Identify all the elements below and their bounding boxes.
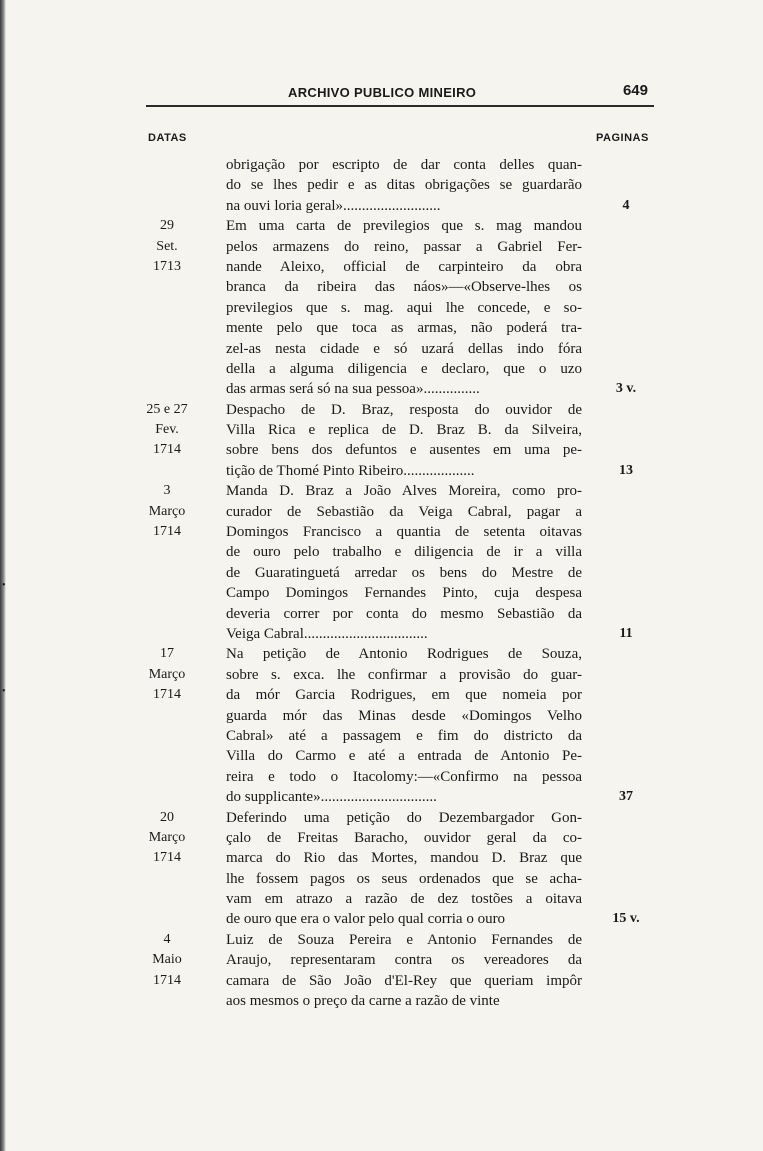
entry-text: della a alguma diligencia e declaro, que o uzo <box>226 360 582 377</box>
entry-text: tição de Thomé Pinto Ribeiro................... <box>226 462 475 479</box>
entry-line <box>0 502 763 522</box>
entry-line <box>0 583 763 603</box>
entry-line <box>0 685 763 705</box>
entry-text: Na petição de Antonio Rodrigues de Souza, <box>226 646 582 663</box>
entry-line <box>0 155 763 175</box>
entry-text: pelos armazens do reino, passar a Gabriel Fer- <box>226 238 582 255</box>
entry-line <box>0 869 763 889</box>
entry-text: Luiz de Souza Pereira e Antonio Fernandes de <box>226 931 582 948</box>
entry-line <box>0 542 763 562</box>
entry-page-ref: 13 <box>619 462 633 478</box>
entry-line <box>0 909 763 929</box>
entry-line <box>0 339 763 359</box>
entry-line <box>0 563 763 583</box>
entry-line <box>0 522 763 542</box>
entry-line <box>0 971 763 991</box>
entry-page-ref: 3 v. <box>615 381 637 397</box>
index-entries <box>0 155 763 1011</box>
entry-text: branca da ribeira das náos»—«Observe-lhes os <box>226 279 582 296</box>
entry-date: 1714 <box>153 524 181 540</box>
entry-line <box>0 481 763 501</box>
entry-text: curador de Sebastião da Veiga Cabral, pagar a <box>226 503 582 520</box>
entry-text: na ouvi loria geral».......................... <box>226 197 441 214</box>
entry-line <box>0 318 763 338</box>
entry-line <box>0 950 763 970</box>
entry-date: 1714 <box>153 687 181 703</box>
entry-line <box>0 257 763 277</box>
entry-line <box>0 420 763 440</box>
entry-date: 1714 <box>153 850 181 866</box>
entry-text: nande Aleixo, official de carpinteiro da obra <box>226 258 582 275</box>
entry-line <box>0 930 763 950</box>
entry-text: zel-as nesta cidade e só uzará dellas indo fóra <box>226 340 582 357</box>
entry-date: 1714 <box>153 972 181 988</box>
entry-line <box>0 787 763 807</box>
entry-line <box>0 889 763 909</box>
entry-date: Maio <box>152 952 182 968</box>
entry-text: Deferindo uma petição do Dezembargador Gon- <box>226 809 582 826</box>
margin-mark: • <box>2 686 6 697</box>
entry-text: de ouro pelo trabalho e diligencia de ir a villa <box>226 544 582 561</box>
entry-text: Despacho de D. Braz, resposta do ouvidor de <box>226 401 582 418</box>
entry-date: 4 <box>163 931 171 947</box>
entry-text: das armas será só na sua pessoa»............... <box>226 381 480 398</box>
entry-date: 20 <box>160 809 174 825</box>
entry-text: guarda mór das Minas desde «Domingos Velho <box>226 707 582 724</box>
entry-date: 1713 <box>153 258 181 274</box>
dates-column-heading: DATAS <box>148 132 187 144</box>
entry-date: 29 <box>160 218 174 234</box>
entry-text: Villa do Carmo e até a entrada de Antonio Pe- <box>226 748 582 765</box>
entry-line <box>0 746 763 766</box>
entry-date: Março <box>148 503 186 519</box>
entry-line <box>0 216 763 236</box>
entry-line <box>0 175 763 195</box>
entry-date: Março <box>148 829 186 845</box>
entry-text: aos mesmos o preço da carne a razão de vinte <box>226 993 500 1010</box>
entry-line <box>0 644 763 664</box>
pages-column-heading: PAGINAS <box>596 132 649 144</box>
entry-line <box>0 400 763 420</box>
entry-text: Araujo, representaram contra os vereadores da <box>226 952 582 969</box>
entry-text: Cabral» até a passagem e fim do districto da <box>226 727 582 744</box>
entry-text: mente pelo que toca as armas, não poderá tra- <box>226 320 582 337</box>
entry-date: 25 e 27 <box>146 401 188 417</box>
entry-date: 1714 <box>153 442 181 458</box>
entry-text: Manda D. Braz a João Alves Moreira, como pro- <box>226 483 582 500</box>
entry-line <box>0 359 763 379</box>
entry-text: de Guaratinguetá arredar os bens do Mestre de <box>226 564 582 581</box>
entry-text: Domingos Francisco a quantia de setenta oitavas <box>226 524 582 541</box>
entry-text: deveria correr por conta do mesmo Sebastião da <box>226 605 582 622</box>
page-header <box>148 82 654 106</box>
entry-page-ref: 37 <box>619 789 633 805</box>
entry-text: previlegios que s. mag. aqui lhe concede, e so- <box>226 299 582 316</box>
entry-date: 17 <box>160 646 174 662</box>
margin-mark: • <box>2 580 6 591</box>
entry-text: Campo Domingos Fernandes Pinto, cuja despesa <box>226 585 582 602</box>
entry-text: vam em atrazo a razão de dez tostões a oitava <box>226 891 582 908</box>
entry-page-ref: 11 <box>619 625 633 641</box>
entry-page-ref: 15 v. <box>612 911 640 927</box>
entry-date: Fev. <box>155 422 179 438</box>
entry-line <box>0 196 763 216</box>
entry-line <box>0 767 763 787</box>
entry-text: marca do Rio das Mortes, mandou D. Braz que <box>226 850 582 867</box>
header-rule <box>146 105 654 107</box>
entry-page-ref: 4 <box>622 197 630 213</box>
entry-text: de ouro que era o valor pelo qual corria o ouro <box>226 911 506 928</box>
entry-line <box>0 624 763 644</box>
entry-date: Março <box>148 666 186 682</box>
running-title: ARCHIVO PUBLICO MINEIRO <box>288 85 477 100</box>
entry-text: sobre bens dos defuntos e ausentes em uma pe- <box>226 442 582 459</box>
entry-text: do se lhes pedir e as ditas obrigações se guardarão <box>226 177 582 194</box>
entry-date: Set. <box>156 238 178 254</box>
entry-line <box>0 277 763 297</box>
entry-text: çalo de Freitas Baracho, ouvidor geral da co- <box>226 829 582 846</box>
entry-text: Villa Rica e replica de D. Braz B. da Silveira, <box>226 422 582 439</box>
entry-line <box>0 440 763 460</box>
entry-text: obrigação por escripto de dar conta delles quan- <box>226 157 582 173</box>
entry-line <box>0 848 763 868</box>
entry-line <box>0 828 763 848</box>
entry-line <box>0 808 763 828</box>
entry-line <box>0 706 763 726</box>
page-number: 649 <box>622 82 648 99</box>
entry-text: camara de São João d'El-Rey que queriam impôr <box>226 972 582 989</box>
entry-line <box>0 726 763 746</box>
entry-line <box>0 604 763 624</box>
entry-line <box>0 298 763 318</box>
entry-text: sobre s. exca. lhe confirmar a provisão do guar- <box>226 666 582 683</box>
entry-text: da mór Garcia Rodrigues, em que nomeia por <box>226 687 582 704</box>
entry-date: 3 <box>163 483 171 499</box>
entry-line <box>0 665 763 685</box>
entry-line <box>0 461 763 481</box>
entry-line <box>0 237 763 257</box>
entry-text: do supplicante»............................... <box>226 789 437 806</box>
entry-line <box>0 991 763 1011</box>
entry-text: Veiga Cabral................................. <box>226 625 428 642</box>
entry-text: lhe fossem pagos os seus ordenados que se acha- <box>226 870 582 887</box>
entry-line <box>0 379 763 399</box>
entry-text: reira e todo o Itacolomy:—«Confirmo na pessoa <box>226 768 582 785</box>
entry-text: Em uma carta de previlegios que s. mag mandou <box>226 218 582 235</box>
